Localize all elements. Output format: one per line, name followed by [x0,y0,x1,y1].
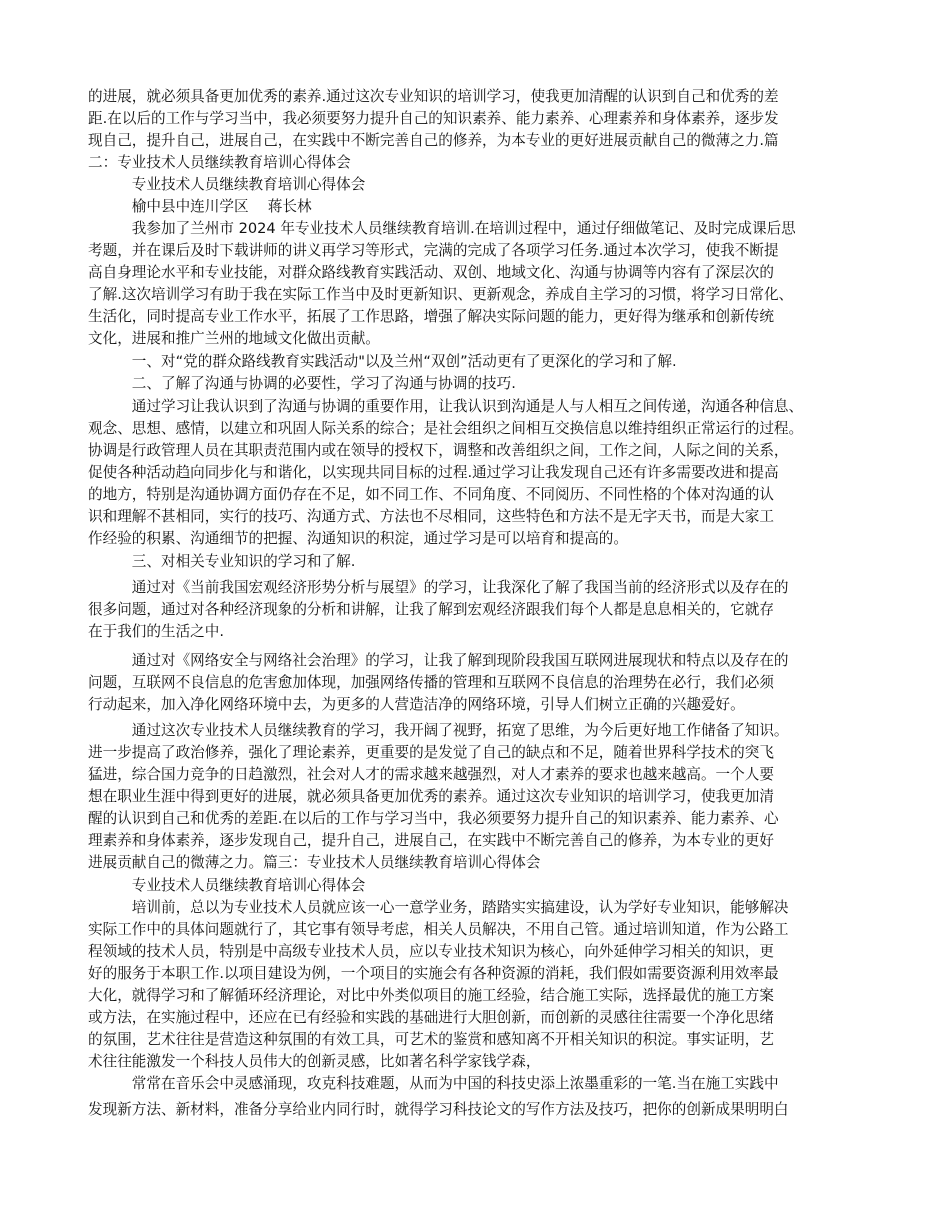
text-line: 理素养和身体素养，逐步发现自己，提升自己，进展自己，在实践中不断完善自己的修养，为本专业的更好 [88,832,774,849]
text-line: 问题，互联网不良信息的危害愈加体现，加强网络传播的管理和互联网不良信息的治理势在必行，我们必须 [88,674,774,691]
document-body [88,86,866,1143]
text-line: 猛进，综合国力竞争的日趋激烈，社会对人才的需求越来越强烈，对人才素养的要求也越来越高。一个人要 [88,766,774,783]
text-line: 距.在以后的工作与学习当中，我必须要努力提升自己的知识素养、能力素养、心理素养和身体素养，逐步发 [88,110,779,127]
text-line: 进展贡献自己的微薄之力。篇三：专业技术人员继续教育培训心得体会 [88,854,541,871]
list-item: 三、对相关专业知识的学习和了解. [88,553,356,570]
text-line: 促使各种活动趋向同步化与和谐化，以实现共同目标的过程.通过学习让我发现自己还有许多需要改进和提高 [88,464,779,481]
text-line: 行动起来，加入净化网络环境中去，为更多的人营造洁净的网络环境，引导人们树立正确的兴趣爱好。 [88,696,745,713]
text-line: 通过这次专业技术人员继续教育的学习，我开阔了视野，拓宽了思维，为今后更好地工作储备了知识。 [88,722,789,739]
text-line: 识和理解不甚相同，实行的技巧、沟通方式、方法也不尽相同，这些特色和方法不是无字天书，而是大家工 [88,508,774,525]
text-line: 常常在音乐会中灵感涌现，攻克科技难题，从而为中国的科技史添上浓墨重彩的一笔.当在施工实践中 [88,1075,779,1092]
text-line: 的氛围，艺术往往是营造这种氛围的有效工具，可艺术的鉴赏和感知离不开相关知识的积淀。事实证明，艺 [88,1031,774,1048]
text-line: 了解.这次培训学习有助于我在实际工作当中及时更新知识、更新观念，养成自主学习的习惯，将学习日常化、 [88,286,794,303]
text-line: 培训前，总以为专业技术人员就应该一心一意学业务，踏踏实实搞建设，认为学好专业知识，能够解决 [88,899,789,916]
text-line: 进一步提高了政治修养，强化了理论素养，更重要的是发觉了自己的缺点和不足，随着世界科学技术的突飞 [88,744,774,761]
list-item: 一、对“党的群众路线教育实践活动"以及兰州“双创”活动更有了更深化的学习和了解. [88,353,677,370]
text-line: 考题，并在课后及时下载讲师的讲义再学习等形式，完满的完成了各项学习任务.通过本次学习，使我不断提 [88,242,779,259]
author-line: 榆中县中连川学区 蒋长林 [88,198,312,215]
text-line: 大化，就得学习和了解循环经济理论，对比中外类似项目的施工经验，结合施工实际，选择最优的施工方案 [88,987,774,1004]
text-line: 观念、思想、感情，以建立和巩固人际关系的综合；是社会组织之间相互交换信息以维持组织正常运行的过程。 [88,420,804,437]
text-line: 的进展，就必须具备更加优秀的素养.通过这次专业知识的培训学习，使我更加清醒的认识到自己和优秀的差 [88,88,779,105]
text-line: 或方法，在实施过程中，还应在已有经验和实践的基础进行大胆创新，而创新的灵感往往需要一个净化思绪 [88,1009,774,1026]
text-line: 术往往能激发一个科技人员伟大的创新灵感，比如著名科学家钱学森， [88,1053,541,1070]
text-line: 发现新方法、新材料，准备分享给业内同行时，就得学习科技论文的写作方法及技巧，把你的创新成果明明白 [88,1101,789,1118]
text-line: 高自身理论水平和专业技能，对群众路线教育实践活动、双创、地域文化、沟通与协调等内容有了深层次的 [88,264,774,281]
article-title: 专业技术人员继续教育培训心得体会 [88,877,366,894]
text-line: 的地方，特别是沟通协调方面仍存在不足，如不同工作、不同角度、不同阅历、不同性格的个体对沟通的认 [88,486,774,503]
text-line: 很多问题，通过对各种经济现象的分析和讲解，让我了解到宏观经济跟我们每个人都是息息相关的，它就存 [88,601,774,618]
text-line: 协调是行政管理人员在其职责范围内或在领导的授权下，调整和改善组织之间，工作之间，人际之间的关系， [88,442,789,459]
text-line: 通过对《网络安全与网络社会治理》的学习，让我了解到现阶段我国互联网进展现状和特点以及存在的 [88,652,789,669]
article-title: 专业技术人员继续教育培训心得体会 [88,176,366,193]
text-line: 作经验的积累、沟通细节的把握、沟通知识的积淀，通过学习是可以培育和提高的。 [88,530,628,547]
text-line: 通过对《当前我国宏观经济形势分析与展望》的学习，让我深化了解了我国当前的经济形式以及存在的 [88,579,789,596]
text-line: 醒的认识到自己和优秀的差距.在以后的工作与学习当中，我必须要努力提升自己的知识素养、能力素养、心 [88,810,779,827]
text-line: 程领域的技术人员，特别是中高级专业技术人员，应以专业技术知识为核心，向外延伸学习相关的知识，更 [88,943,774,960]
section-heading: 二：专业技术人员继续教育培训心得体会 [88,154,351,171]
text-line: 文化，进展和推广兰州的地域文化做出贡献。 [88,330,380,347]
text-line: 我参加了兰州市 2024 年专业技术人员继续教育培训.在培训过程中，通过仔细做笔记、及时完成课后思 [88,220,796,237]
text-line: 通过学习让我认识到了沟通与协调的重要作用，让我认识到沟通是人与人相互之间传递，沟通各种信息、 [88,398,804,415]
text-line: 实际工作中的具体问题就行了，其它事有领导考虑，相关人员解决，不用自己管。通过培训知道，作为公路工 [88,921,789,938]
list-item: 二、了解了沟通与协调的必要性，学习了沟通与协调的技巧. [88,375,516,392]
text-line: 生活化，同时提高专业工作水平，拓展了工作思路，增强了解决实际问题的能力，更好得为继承和创新传统 [88,308,774,325]
text-line: 现自己，提升自己，进展自己，在实践中不断完善自己的修养，为本专业的更好进展贡献自己的微薄之力.篇 [88,132,779,149]
text-line: 在于我们的生活之中. [88,623,224,640]
text-line: 想在职业生涯中得到更好的进展，就必须具备更加优秀的素养。通过这次专业知识的培训学习，使我更加清 [88,788,774,805]
text-line: 好的服务于本职工作.以项目建设为例，一个项目的实施会有各种资源的消耗，我们假如需要资源利用效率最 [88,965,779,982]
text-line [88,1121,866,1143]
